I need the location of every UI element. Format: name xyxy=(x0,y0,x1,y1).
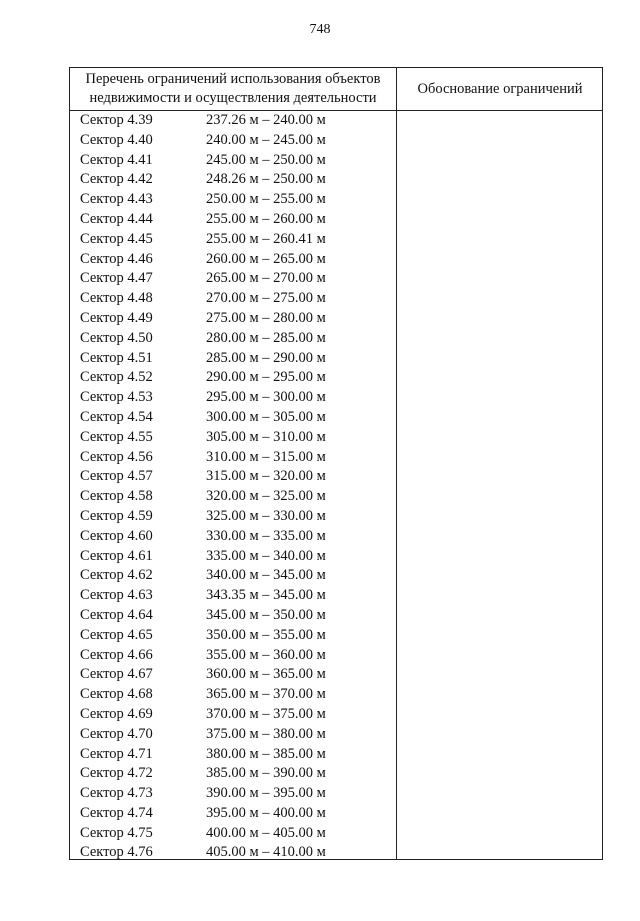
elevation-range: 285.00 м – 290.00 м xyxy=(206,349,326,366)
table-row xyxy=(70,349,396,369)
table-row xyxy=(70,507,396,527)
elevation-range: 290.00 м – 295.00 м xyxy=(206,369,326,386)
elevation-range: 370.00 м – 375.00 м xyxy=(206,705,326,722)
column-divider xyxy=(396,68,397,859)
sector-name: Сектор 4.65 xyxy=(80,626,153,643)
elevation-range: 340.00 м – 345.00 м xyxy=(206,567,326,584)
elevation-range: 255.00 м – 260.00 м xyxy=(206,210,326,227)
elevation-range: 395.00 м – 400.00 м xyxy=(206,804,326,821)
page-number: 748 xyxy=(309,22,331,37)
table-row xyxy=(70,467,396,487)
table-row xyxy=(70,804,396,824)
table-row xyxy=(70,329,396,349)
sector-name: Сектор 4.41 xyxy=(80,151,153,168)
sector-name: Сектор 4.71 xyxy=(80,745,153,762)
table-row xyxy=(70,487,396,507)
table-row xyxy=(70,586,396,606)
sector-name: Сектор 4.64 xyxy=(80,606,153,623)
sector-name: Сектор 4.69 xyxy=(80,705,153,722)
sector-name: Сектор 4.50 xyxy=(80,329,153,346)
table-row xyxy=(70,448,396,468)
table-row xyxy=(70,685,396,705)
sector-name: Сектор 4.70 xyxy=(80,725,153,742)
elevation-range: 245.00 м – 250.00 м xyxy=(206,151,326,168)
elevation-range: 335.00 м – 340.00 м xyxy=(206,547,326,564)
sector-name: Сектор 4.46 xyxy=(80,250,153,267)
header-restrictions-line1: Перечень ограничений использования объектов xyxy=(85,71,381,87)
elevation-range: 315.00 м – 320.00 м xyxy=(206,468,326,485)
table-row xyxy=(70,764,396,784)
table-row xyxy=(70,250,396,270)
elevation-range: 343.35 м – 345.00 м xyxy=(206,587,326,604)
table-row xyxy=(70,606,396,626)
table-row xyxy=(70,170,396,190)
table-row xyxy=(70,230,396,250)
elevation-range: 310.00 м – 315.00 м xyxy=(206,448,326,465)
sector-name: Сектор 4.60 xyxy=(80,527,153,544)
table-row xyxy=(70,527,396,547)
sector-name: Сектор 4.75 xyxy=(80,824,153,841)
sector-name: Сектор 4.68 xyxy=(80,686,153,703)
elevation-range: 350.00 м – 355.00 м xyxy=(206,626,326,643)
elevation-range: 365.00 м – 370.00 м xyxy=(206,686,326,703)
table-row xyxy=(70,428,396,448)
sector-name: Сектор 4.72 xyxy=(80,765,153,782)
table-row xyxy=(70,210,396,230)
table-row xyxy=(70,269,396,289)
sector-name: Сектор 4.42 xyxy=(80,171,153,188)
sector-name: Сектор 4.51 xyxy=(80,349,153,366)
elevation-range: 237.26 м – 240.00 м xyxy=(206,112,326,128)
sector-name: Сектор 4.45 xyxy=(80,230,153,247)
sector-name: Сектор 4.40 xyxy=(80,131,153,148)
table-row xyxy=(70,665,396,685)
table-row xyxy=(70,646,396,666)
sector-name: Сектор 4.74 xyxy=(80,804,153,821)
sector-name: Сектор 4.43 xyxy=(80,191,153,208)
elevation-range: 280.00 м – 285.00 м xyxy=(206,329,326,346)
elevation-range: 405.00 м – 410.00 м xyxy=(206,844,326,861)
sector-name: Сектор 4.63 xyxy=(80,587,153,604)
table-row xyxy=(70,289,396,309)
table-row xyxy=(70,131,396,151)
sector-name: Сектор 4.52 xyxy=(80,369,153,386)
sector-name: Сектор 4.76 xyxy=(80,844,153,861)
sector-name: Сектор 4.47 xyxy=(80,270,153,287)
table-row xyxy=(70,190,396,210)
sector-name: Сектор 4.67 xyxy=(80,666,153,683)
elevation-range: 355.00 м – 360.00 м xyxy=(206,646,326,663)
elevation-range: 260.00 м – 265.00 м xyxy=(206,250,326,267)
elevation-range: 300.00 м – 305.00 м xyxy=(206,408,326,425)
table-row xyxy=(70,566,396,586)
sector-name: Сектор 4.44 xyxy=(80,210,153,227)
table-row xyxy=(70,626,396,646)
elevation-range: 360.00 м – 365.00 м xyxy=(206,666,326,683)
table-row xyxy=(70,408,396,428)
table-row xyxy=(70,745,396,765)
elevation-range: 345.00 м – 350.00 м xyxy=(206,606,326,623)
header-restrictions-line2: недвижимости и осуществления деятельности xyxy=(89,90,377,106)
header-justification: Обоснование ограничений xyxy=(417,80,583,97)
elevation-range: 330.00 м – 335.00 м xyxy=(206,527,326,544)
elevation-range: 375.00 м – 380.00 м xyxy=(206,725,326,742)
elevation-range: 325.00 м – 330.00 м xyxy=(206,507,326,524)
table-row xyxy=(70,388,396,408)
elevation-range: 250.00 м – 255.00 м xyxy=(206,191,326,208)
elevation-range: 270.00 м – 275.00 м xyxy=(206,290,326,307)
elevation-range: 275.00 м – 280.00 м xyxy=(206,309,326,326)
restrictions-table xyxy=(69,67,603,860)
sector-name: Сектор 4.73 xyxy=(80,785,153,802)
sector-name: Сектор 4.59 xyxy=(80,507,153,524)
elevation-range: 295.00 м – 300.00 м xyxy=(206,389,326,406)
sector-name: Сектор 4.49 xyxy=(80,309,153,326)
sector-name: Сектор 4.66 xyxy=(80,646,153,663)
table-row xyxy=(70,151,396,171)
elevation-range: 390.00 м – 395.00 м xyxy=(206,785,326,802)
table-row xyxy=(70,547,396,567)
sector-name: Сектор 4.57 xyxy=(80,468,153,485)
elevation-range: 248.26 м – 250.00 м xyxy=(206,171,326,188)
elevation-range: 265.00 м – 270.00 м xyxy=(206,270,326,287)
sector-name: Сектор 4.39 xyxy=(80,112,153,128)
sector-name: Сектор 4.53 xyxy=(80,389,153,406)
table-row xyxy=(70,368,396,388)
elevation-range: 385.00 м – 390.00 м xyxy=(206,765,326,782)
elevation-range: 400.00 м – 405.00 м xyxy=(206,824,326,841)
table-row xyxy=(70,843,396,863)
sector-name: Сектор 4.58 xyxy=(80,488,153,505)
sector-name: Сектор 4.55 xyxy=(80,428,153,445)
table-row xyxy=(70,784,396,804)
header-restrictions-list xyxy=(70,68,396,110)
table-body xyxy=(70,111,396,863)
table-row xyxy=(70,111,396,131)
table-row xyxy=(70,725,396,745)
sector-name: Сектор 4.54 xyxy=(80,408,153,425)
elevation-range: 380.00 м – 385.00 м xyxy=(206,745,326,762)
elevation-range: 305.00 м – 310.00 м xyxy=(206,428,326,445)
sector-name: Сектор 4.62 xyxy=(80,567,153,584)
sector-name: Сектор 4.56 xyxy=(80,448,153,465)
elevation-range: 240.00 м – 245.00 м xyxy=(206,131,326,148)
sector-name: Сектор 4.61 xyxy=(80,547,153,564)
elevation-range: 255.00 м – 260.41 м xyxy=(206,230,326,247)
table-row xyxy=(70,705,396,725)
sector-name: Сектор 4.48 xyxy=(80,290,153,307)
elevation-range: 320.00 м – 325.00 м xyxy=(206,488,326,505)
table-row xyxy=(70,309,396,329)
table-row xyxy=(70,824,396,844)
